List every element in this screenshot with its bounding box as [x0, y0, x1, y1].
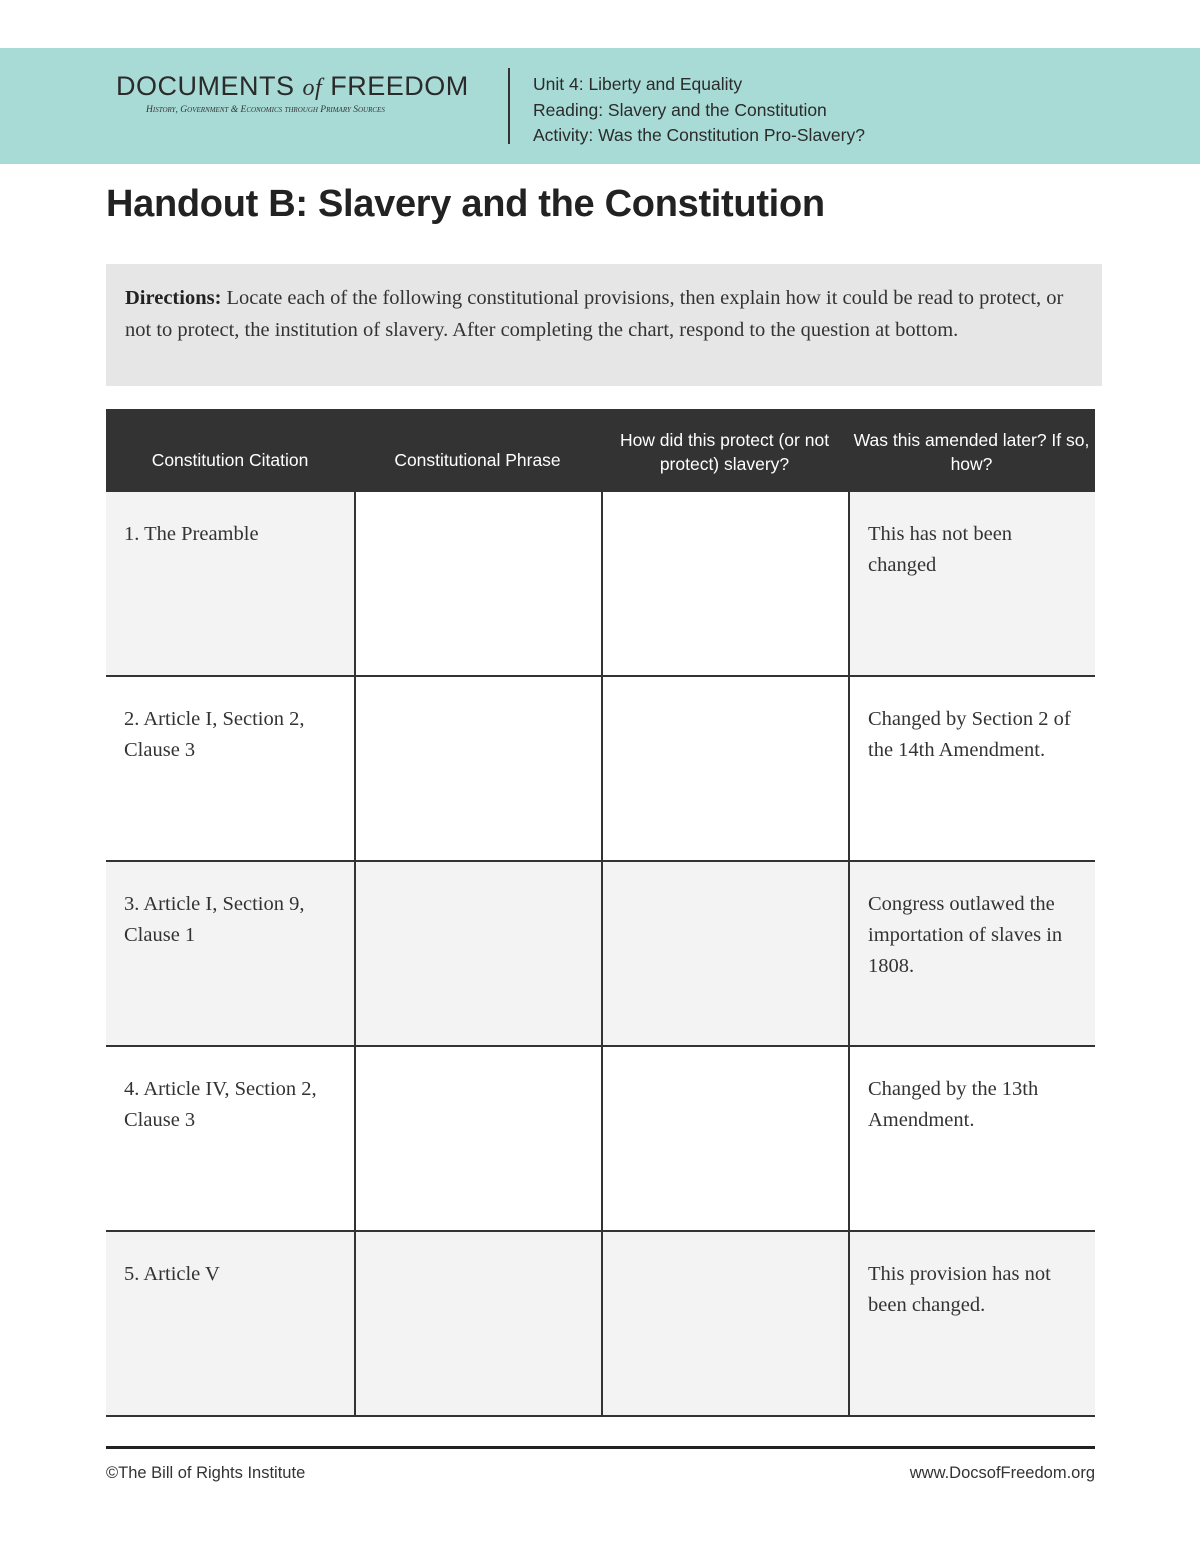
- brand-name-of: of: [302, 75, 323, 101]
- phrase-answer-cell[interactable]: [354, 1232, 601, 1415]
- amended-cell: This provision has not been changed.: [848, 1232, 1095, 1415]
- brand-name-left: DOCUMENTS: [116, 71, 295, 101]
- directions-label: Directions:: [125, 287, 222, 309]
- citation-cell: 2. Article I, Section 2, Clause 3: [124, 708, 305, 761]
- brand-name-right: FREEDOM: [330, 71, 469, 101]
- header-citation: Constitution Citation: [151, 450, 309, 470]
- directions-text: Locate each of the following constitutional provisions, then explain how it could be read to protect, or not to protect, the institution of slavery. After completing the chart, respond to the question at bottom.: [125, 287, 1064, 341]
- worksheet-table: [106, 409, 1095, 1417]
- citation-cell: 1. The Preamble: [106, 492, 354, 675]
- protect-answer-cell[interactable]: [601, 1232, 848, 1415]
- table-header: [106, 409, 1095, 492]
- amended-cell: Changed by the 13th Amendment.: [848, 1047, 1095, 1230]
- brand-tagline: History, Government & Economics through Primary Sources: [146, 105, 385, 115]
- footer-website-link[interactable]: www.DocsofFreedom.org: [909, 1464, 1095, 1482]
- reading-label: Reading: Slavery and the Constitution: [533, 99, 827, 120]
- citation-cell: 3. Article I, Section 9, Clause 1: [106, 862, 354, 1045]
- unit-label: Unit 4: Liberty and Equality: [533, 74, 743, 94]
- table-row: [106, 492, 1095, 677]
- phrase-answer-cell[interactable]: [354, 862, 601, 1045]
- activity-label: Activity: Was the Constitution Pro-Slavery?: [533, 125, 865, 145]
- citation-cell: 4. Article IV, Section 2, Clause 3: [124, 1078, 317, 1131]
- banner-divider: [508, 68, 510, 144]
- footer-copyright: ©The Bill of Rights Institute: [106, 1464, 306, 1482]
- table-row: [106, 677, 1095, 862]
- amended-cell: Changed by Section 2 of the 14th Amendment.: [848, 677, 1095, 860]
- protect-answer-cell[interactable]: [601, 1047, 848, 1230]
- lesson-info: [533, 72, 865, 149]
- header-amended: Was this amended later? If so, how?: [853, 429, 1090, 474]
- citation-cell: 5. Article V: [106, 1232, 354, 1415]
- page-title: Handout B: Slavery and the Constitution: [106, 183, 825, 225]
- brand-name: [116, 70, 486, 104]
- table-row: [106, 1047, 1095, 1232]
- table-row: [106, 862, 1095, 1047]
- header-phrase: Constitutional Phrase: [394, 450, 561, 470]
- header-protect: How did this protect (or not protect) slavery?: [619, 429, 830, 474]
- protect-answer-cell[interactable]: [601, 862, 848, 1045]
- header-banner: [0, 48, 1200, 164]
- table-row: [106, 1232, 1095, 1417]
- protect-answer-cell[interactable]: [601, 677, 848, 860]
- phrase-answer-cell[interactable]: [354, 677, 601, 860]
- phrase-answer-cell[interactable]: [354, 492, 601, 675]
- amended-cell: This has not been changed: [848, 492, 1095, 675]
- amended-cell: Congress outlawed the importation of slaves in 1808.: [848, 862, 1095, 1045]
- directions-box: [106, 264, 1102, 386]
- protect-answer-cell[interactable]: [601, 492, 848, 675]
- brand-logo: [116, 70, 486, 115]
- phrase-answer-cell[interactable]: [354, 1047, 601, 1230]
- footer-divider: [106, 1446, 1095, 1449]
